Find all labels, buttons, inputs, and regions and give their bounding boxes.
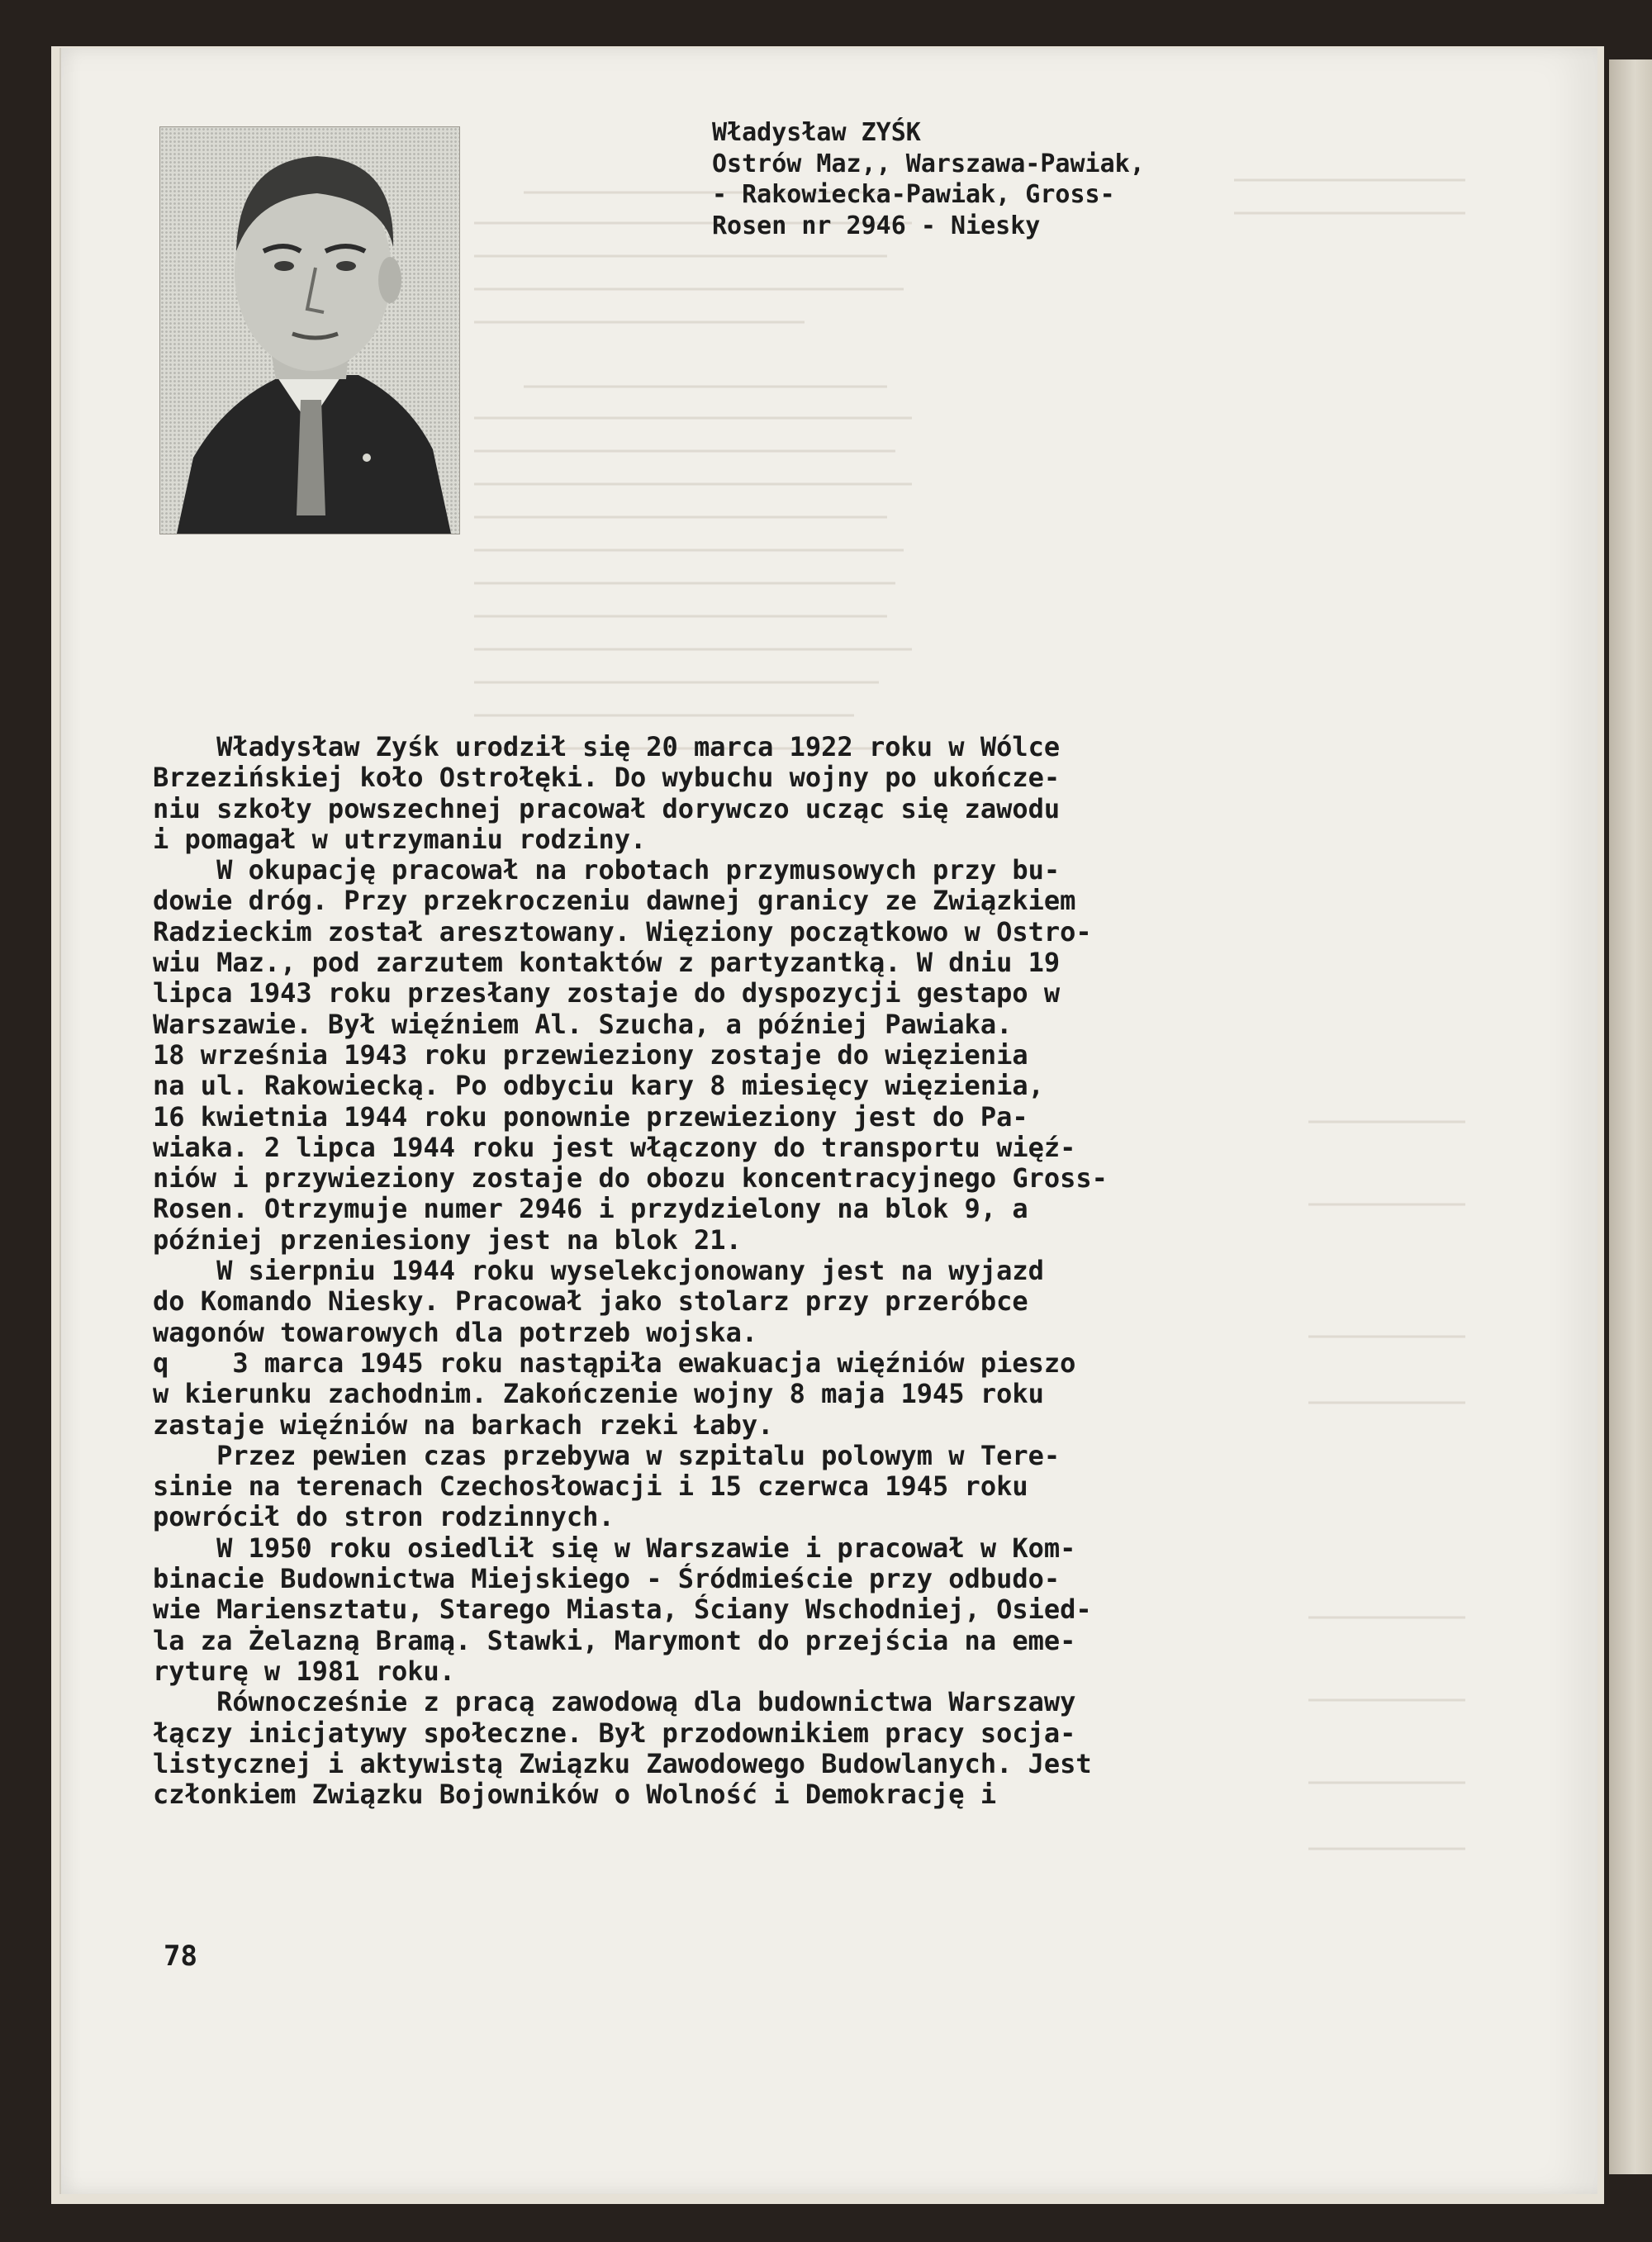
- text-line: Przez pewien czas przebywa w szpitalu polowym w Tere-: [153, 1439, 1061, 1471]
- text-line: 18 września 1943 roku przewieziony zostaje do więzienia: [153, 1038, 1028, 1071]
- text-line: la za Żelazną Bramą. Stawki, Marymont do przejścia na eme-: [153, 1624, 1076, 1656]
- portrait-photo-figure: [160, 127, 459, 534]
- text-line: ryturę w 1981 roku.: [153, 1655, 456, 1687]
- text-line: dowie dróg. Przy przekroczeniu dawnej granicy ze Związkiem: [153, 885, 1076, 917]
- text-line: Brzezińskiej koło Ostrołęki. Do wybuchu wojny po ukończe-: [153, 762, 1061, 794]
- text-line: i pomagał w utrzymaniu rodziny.: [153, 823, 647, 855]
- text-line: wagonów towarowych dla potrzeb wojska.: [153, 1316, 758, 1348]
- text-line: q 3 marca 1945 roku nastąpiła ewakuacja więźniów pieszo: [153, 1347, 1076, 1379]
- text-line: do Komando Niesky. Pracował jako stolarz przy przeróbce: [153, 1285, 1028, 1318]
- person-header: [712, 117, 1455, 241]
- text-line: Władysław Zyśk urodził się 20 marca 1922 roku w Wólce: [153, 731, 1061, 762]
- text-line: zastaje więźniów na barkach rzeki Łaby.: [153, 1408, 774, 1441]
- text-line: powrócił do stron rodzinnych.: [153, 1501, 615, 1533]
- text-line: wiaka. 2 lipca 1944 roku jest włączony do transportu więź-: [153, 1131, 1076, 1163]
- text-line: lipca 1943 roku przesłany zostaje do dyspozycji gestapo w: [153, 977, 1061, 1009]
- text-line: wiu Maz., pod zarzutem kontaktów z partyzantką. W dniu 19: [153, 947, 1061, 979]
- text-line: W sierpniu 1944 roku wyselekcjonowany jest na wyjazd: [153, 1255, 1044, 1287]
- text-line: W 1950 roku osiedlił się w Warszawie i pracował w Kom-: [153, 1532, 1076, 1564]
- text-line: Radzieckim został aresztowany. Więziony początkowo w Ostro-: [153, 915, 1092, 948]
- text-line: wie Mariensztatu, Starego Miasta, Ściany Wschodniej, Osied-: [153, 1594, 1092, 1626]
- text-line: niu szkoły powszechnej pracował dorywczo ucząc się zawodu: [153, 792, 1061, 824]
- camp-route-line: Ostrów Maz,, Warszawa-Pawiak,: [712, 149, 1145, 178]
- text-line: listycznej i aktywistą Związku Zawodowego Budowlanych. Jest: [153, 1747, 1092, 1779]
- camp-route-line: - Rakowiecka-Pawiak, Gross-: [712, 180, 1115, 209]
- text-line: niów i przywieziony zostaje do obozu koncentracyjnego Gross-: [153, 1162, 1108, 1195]
- text-line: członkiem Związku Bojowników o Wolność i Demokrację i: [153, 1779, 997, 1811]
- text-line: w kierunku zachodnim. Zakończenie wojny 8 maja 1945 roku: [153, 1378, 1044, 1410]
- biography-text: [153, 732, 1441, 1810]
- person-name: Władysław ZYŚK: [712, 118, 921, 147]
- text-line: Równocześnie z pracą zawodową dla budownictwa Warszawy: [153, 1686, 1076, 1718]
- portrait-photo: [159, 126, 460, 534]
- text-line: później przeniesiony jest na blok 21.: [153, 1223, 742, 1256]
- text-line: binacie Budownictwa Miejskiego - Śródmieście przy odbudo-: [153, 1563, 1061, 1595]
- text-line: łączy inicjatywy społeczne. Był przodownikiem pracy socja-: [153, 1717, 1076, 1749]
- camp-route-line: Rosen nr 2946 - Niesky: [712, 211, 1041, 240]
- text-line: Warszawie. Był więźniem Al. Szucha, a później Pawiaka.: [153, 1008, 1013, 1040]
- text-line: 16 kwietnia 1944 roku ponownie przewieziony jest do Pa-: [153, 1100, 1028, 1133]
- facing-page-edge: [1609, 59, 1652, 2174]
- text-line: W okupację pracował na robotach przymusowych przy bu-: [153, 854, 1061, 886]
- text-line: Rosen. Otrzymuje numer 2946 i przydzielony na blok 9, a: [153, 1193, 1028, 1225]
- text-line: na ul. Rakowiecką. Po odbyciu kary 8 miesięcy więzienia,: [153, 1070, 1044, 1102]
- text-line: sinie na terenach Czechosłowacji i 15 czerwca 1945 roku: [153, 1470, 1028, 1503]
- page-number: 78: [164, 1940, 197, 1973]
